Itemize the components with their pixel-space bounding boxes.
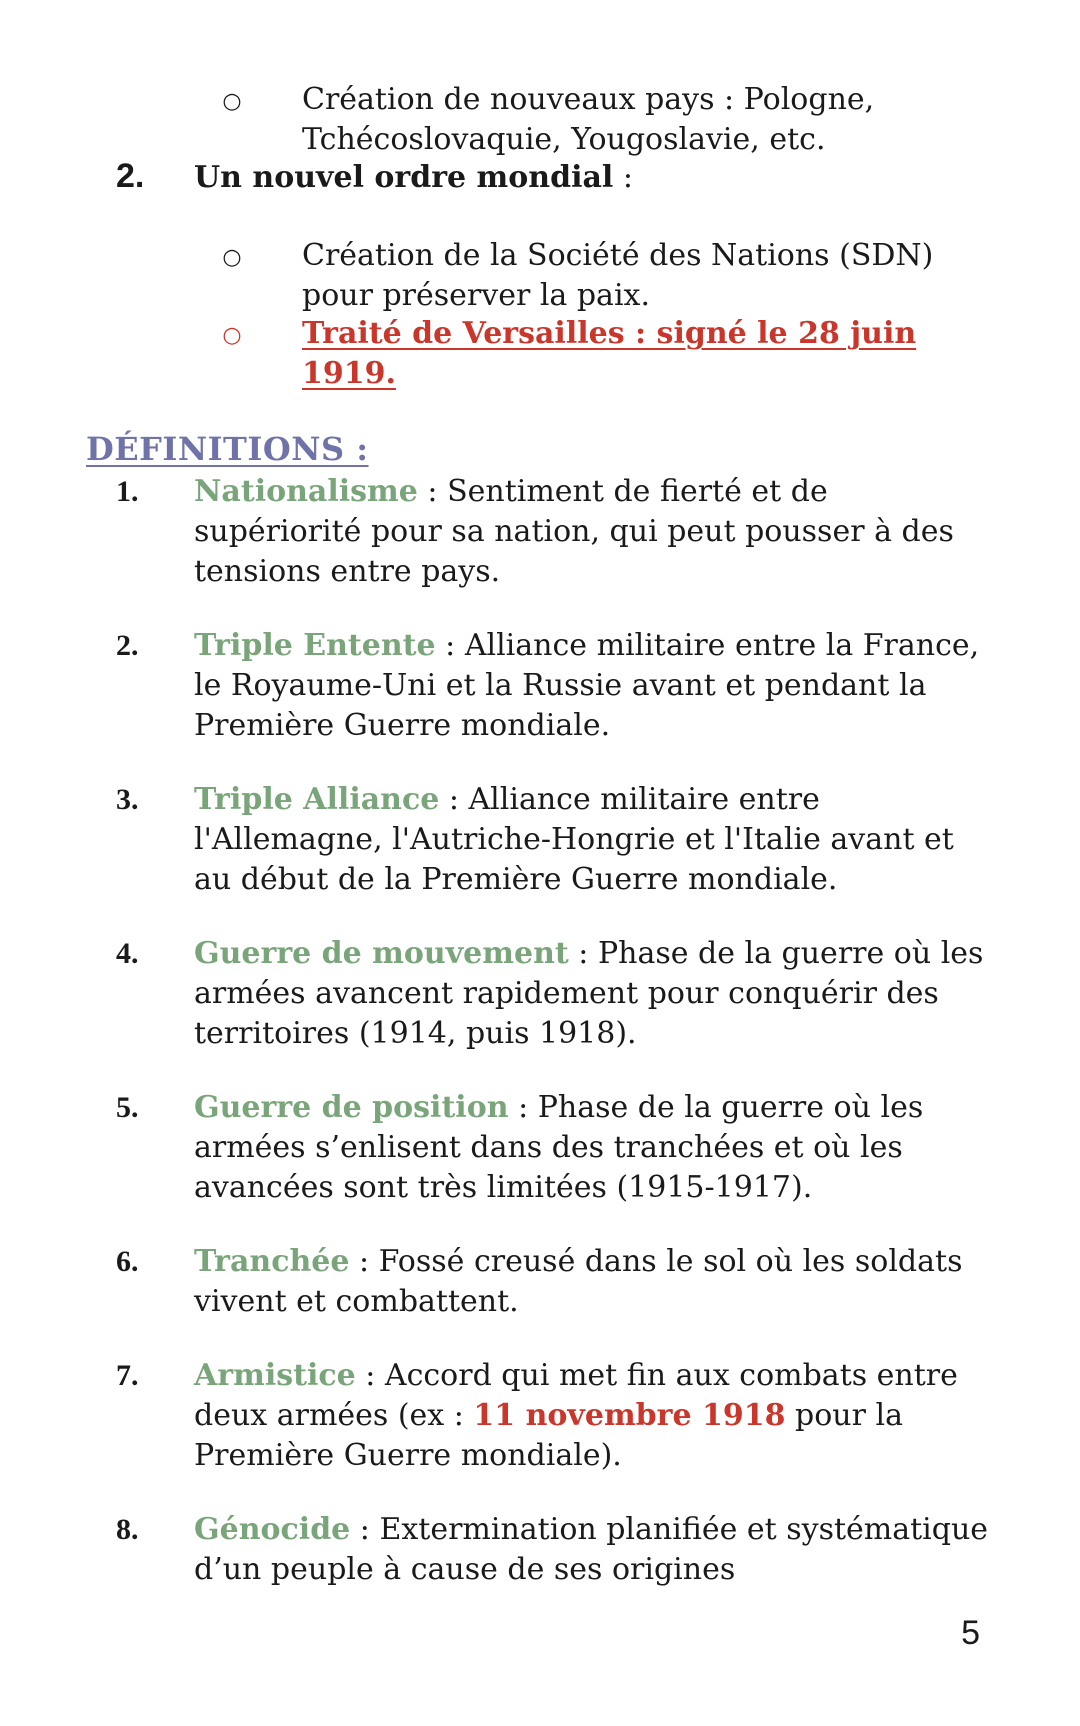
hollow-bullet-icon: ○	[222, 323, 242, 348]
definition-number: 8.	[116, 1513, 139, 1546]
definition-term: Génocide	[194, 1512, 351, 1547]
definition-text	[194, 1356, 994, 1476]
hollow-bullet-icon: ○	[222, 245, 242, 270]
definition-body-end: pour la Première Guerre mondiale).	[194, 1398, 903, 1473]
bullet-text: Création de la Société des Nations (SDN) pour préserver la paix.	[302, 238, 934, 313]
definition-text	[194, 934, 994, 1054]
definition-number: 2.	[116, 629, 139, 662]
definition-body: : Extermination planifiée et systématique d’un peuple à cause de ses origines	[194, 1512, 989, 1587]
definition-term: Triple Alliance	[194, 782, 440, 817]
section-title-line	[194, 158, 633, 198]
page-number: 5	[961, 1614, 980, 1652]
definition-text	[194, 1510, 994, 1590]
treaty-text: Traité de Versailles : signé le 28 juin 1919.	[302, 316, 917, 391]
definition-text	[194, 472, 994, 592]
definition-number: 1.	[116, 475, 139, 508]
bullet-text: Création de nouveaux pays : Pologne, Tchécoslovaquie, Yougoslavie, etc.	[302, 82, 875, 157]
definition-body: : Phase de la guerre où les armées s’enlisent dans des tranchées et où les avancées sont très limitées (1915-1917).	[194, 1090, 924, 1205]
definition-body: : Alliance militaire entre la France, le Royaume-Uni et la Russie avant et pendant la Première Guerre mondiale.	[194, 628, 980, 743]
section-title: Un nouvel ordre mondial	[194, 160, 614, 195]
definition-number: 4.	[116, 937, 139, 970]
definition-text	[194, 1088, 994, 1208]
definition-term: Nationalisme	[194, 474, 418, 509]
definitions-title: DÉFINITIONS :	[86, 430, 369, 468]
definition-number: 5.	[116, 1091, 139, 1124]
section-number: 2.	[116, 157, 145, 195]
definition-number: 7.	[116, 1359, 139, 1392]
definition-term: Tranchée	[194, 1244, 350, 1279]
definition-term: Armistice	[194, 1358, 356, 1393]
definition-number: 3.	[116, 783, 139, 816]
definition-body: : Alliance militaire entre l'Allemagne, l'Autriche-Hongrie et l'Italie avant et au début de la Première Guerre mondiale.	[194, 782, 954, 897]
definition-body: : Phase de la guerre où les armées avancent rapidement pour conquérir des territoires (1914, puis 1918).	[194, 936, 984, 1051]
definition-text	[194, 626, 994, 746]
definition-body: : Fossé creusé dans le sol où les soldats vivent et combattent.	[194, 1244, 963, 1319]
definition-term: Guerre de mouvement	[194, 936, 569, 971]
definition-text	[194, 780, 994, 900]
definition-body: : Sentiment de fierté et de supériorité pour sa nation, qui peut pousser à des tensions entre pays.	[194, 474, 954, 589]
definition-text	[194, 1242, 994, 1322]
section-title-suffix: :	[613, 160, 633, 195]
armistice-date: 11 novembre 1918	[473, 1398, 786, 1433]
definition-body: : Accord qui met fin aux combats entre deux armées (ex :	[194, 1358, 958, 1433]
definition-term: Guerre de position	[194, 1090, 509, 1125]
hollow-bullet-icon: ○	[222, 89, 242, 114]
definition-term: Triple Entente	[194, 628, 436, 663]
definition-number: 6.	[116, 1245, 139, 1278]
